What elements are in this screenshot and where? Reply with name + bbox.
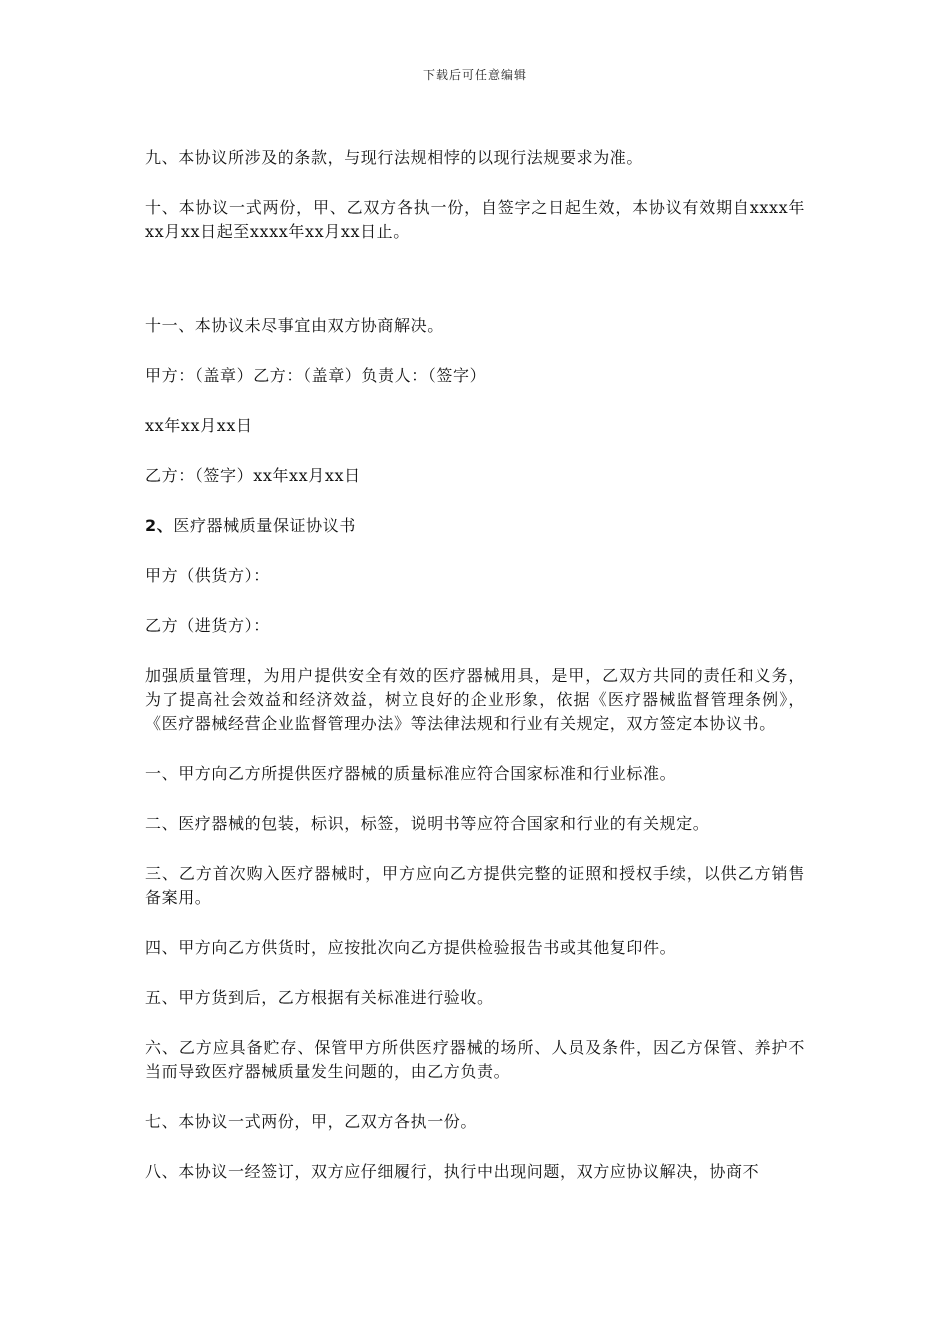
clause-10: 十、本协议一式两份，甲、乙双方各执一份，自签字之日起生效，本协议有效期自xxxx年xx月xx日起至xxxx年xx月xx日止。 bbox=[145, 198, 805, 241]
signature-date: xx年xx月xx日 bbox=[145, 416, 253, 435]
clause-11: 十一、本协议未尽事宜由双方协商解决。 bbox=[145, 316, 444, 335]
party-b-buyer: 乙方（进货方）： bbox=[145, 616, 270, 635]
clause-5: 五、甲方货到后，乙方根据有关标准进行验收。 bbox=[145, 988, 494, 1007]
signature-line-party-b: 乙方：（签字）xx年xx月xx日 bbox=[145, 466, 361, 485]
signature-line-parties: 甲方：（盖章）乙方：（盖章）负责人：（签字） bbox=[145, 366, 487, 385]
preamble-paragraph: 加强质量管理，为用户提供安全有效的医疗器械用具，是甲，乙双方共同的责任和义务，为了提高社会效益和经济效益，树立良好的企业形象，依据《医疗器械监督管理条例》，《医疗器械经营企业监督管理办法》等法律法规和行业有关规定，双方签定本协议书。 bbox=[145, 666, 805, 733]
document-body bbox=[145, 146, 805, 1210]
clause-1: 一、甲方向乙方所提供医疗器械的质量标准应符合国家标准和行业标准。 bbox=[145, 764, 677, 783]
party-a-supplier: 甲方（供货方）： bbox=[145, 566, 270, 585]
clause-4: 四、甲方向乙方供货时，应按批次向乙方提供检验报告书或其他复印件。 bbox=[145, 938, 677, 957]
clause-8: 八、本协议一经签订，双方应仔细履行，执行中出现问题，双方应协议解决，协商不 bbox=[145, 1162, 760, 1181]
page-header-note: 下载后可任意编辑 bbox=[422, 68, 527, 82]
section-2-title: 医疗器械质量保证协议书 bbox=[173, 516, 356, 535]
clause-6: 六、乙方应具备贮存、保管甲方所供医疗器械的场所、人员及条件，因乙方保管、养护不当而导致医疗器械质量发生问题的，由乙方负责。 bbox=[145, 1038, 805, 1081]
clause-3: 三、乙方首次购入医疗器械时，甲方应向乙方提供完整的证照和授权手续，以供乙方销售备案用。 bbox=[145, 864, 805, 907]
clause-2: 二、医疗器械的包装，标识，标签，说明书等应符合国家和行业的有关规定。 bbox=[145, 814, 710, 833]
clause-7: 七、本协议一式两份，甲，乙双方各执一份。 bbox=[145, 1112, 478, 1131]
clause-9: 九、本协议所涉及的条款，与现行法规相悖的以现行法规要求为准。 bbox=[145, 148, 644, 167]
section-2-heading bbox=[145, 514, 805, 538]
section-2-number: 2、 bbox=[145, 516, 174, 535]
